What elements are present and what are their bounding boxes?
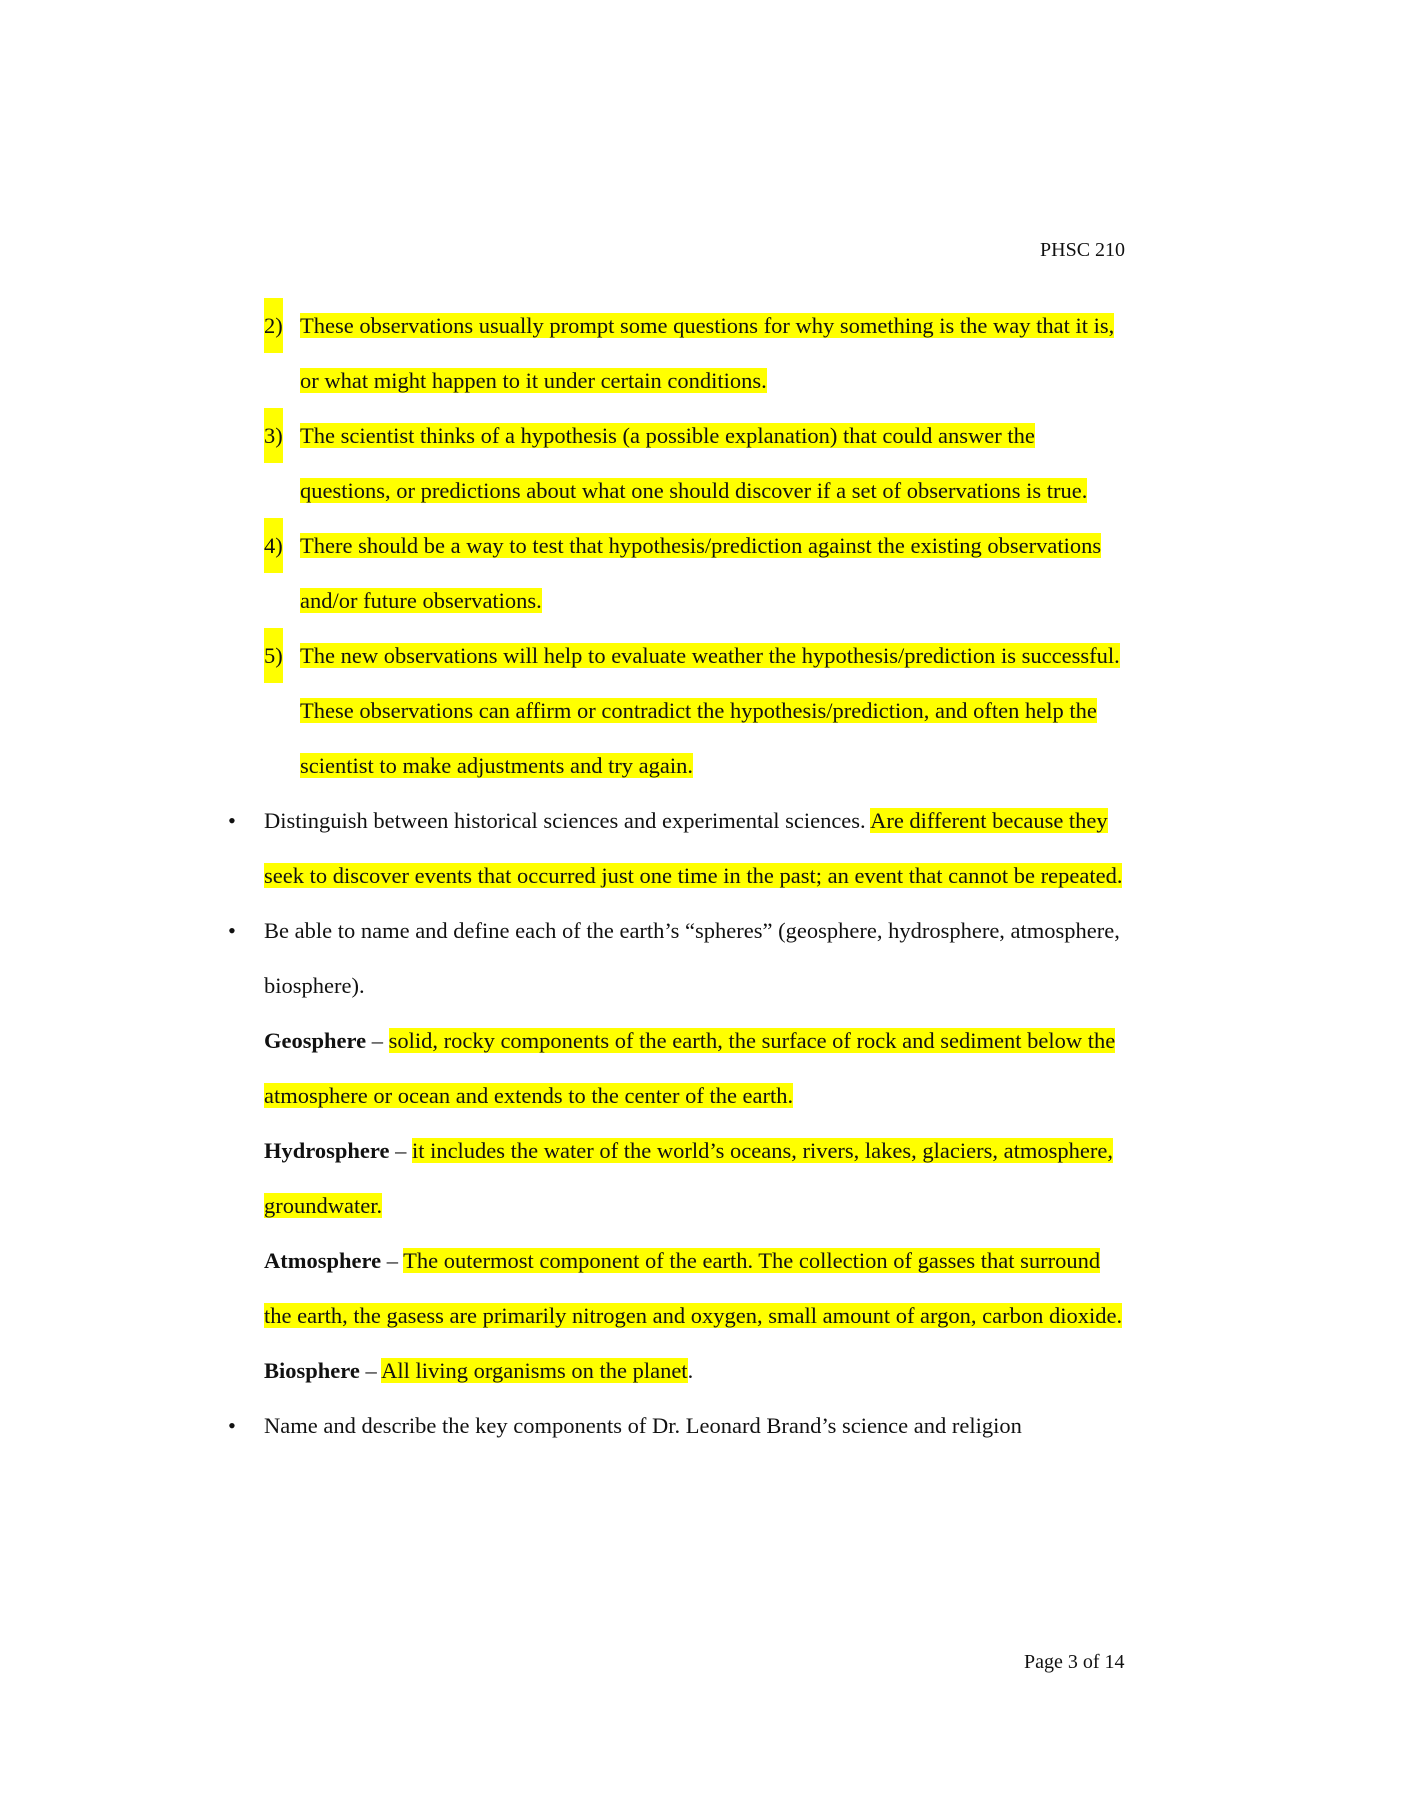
definition-text: The outermost component of the earth. The collection of gasses that surround the earth, the gasess are primarily nitrogen and oxygen, small amount of argon, carbon dioxide. (264, 1248, 1123, 1328)
method-steps-list (228, 298, 1128, 793)
definition-separator: – (366, 1028, 389, 1053)
bullet-icon: • (228, 808, 236, 833)
list-item (228, 903, 1128, 1398)
definition-separator: – (389, 1138, 412, 1163)
question-text: Name and describe the key components of Dr. Leonard Brand’s science and religion (264, 1413, 1022, 1438)
bullet-icon: • (228, 918, 236, 943)
sphere-definition (264, 1013, 1128, 1123)
step-number: 5) (264, 628, 283, 683)
list-item (228, 628, 1128, 793)
list-item (228, 298, 1128, 408)
study-questions-list (228, 793, 1128, 1453)
definition-separator: – (381, 1248, 404, 1273)
list-item (228, 793, 1128, 903)
page-content (228, 298, 1128, 1453)
step-text: These observations usually prompt some questions for why something is the way that it is, or what might happen to it under certain conditions. (300, 313, 1115, 393)
definition-text: All living organisms on the planet (381, 1358, 688, 1383)
definition-separator: – (359, 1358, 382, 1383)
sphere-term: Biosphere (264, 1358, 360, 1383)
question-text: Distinguish between historical sciences and experimental sciences. (264, 808, 866, 833)
sphere-term: Geosphere (264, 1028, 367, 1053)
definition-text: it includes the water of the world’s oceans, rivers, lakes, glaciers, atmosphere, groundwater. (264, 1138, 1113, 1218)
sphere-definition (264, 1343, 1128, 1398)
list-item (228, 1398, 1128, 1453)
step-text: There should be a way to test that hypothesis/prediction against the existing observations and/or future observations. (300, 533, 1102, 613)
sphere-term: Hydrosphere (264, 1138, 390, 1163)
sphere-definition (264, 1123, 1128, 1233)
question-text: Be able to name and define each of the earth’s “spheres” (geosphere, hydrosphere, atmosphere, biosphere). (264, 918, 1120, 998)
sphere-term: Atmosphere (264, 1248, 382, 1273)
page-footer: Page 3 of 14 (1024, 1651, 1125, 1673)
page-header: PHSC 210 (1040, 239, 1126, 261)
step-number: 4) (264, 518, 283, 573)
bullet-icon: • (228, 1413, 236, 1438)
step-number: 3) (264, 408, 283, 463)
sphere-definition (264, 1233, 1128, 1343)
list-item (228, 408, 1128, 518)
step-text: The new observations will help to evaluate weather the hypothesis/prediction is successful. These observations can affirm or contradict the hypothesis/prediction, and often help the scientist to make adjustments and try again. (300, 643, 1120, 778)
definition-trail: . (687, 1358, 694, 1383)
list-item (228, 518, 1128, 628)
step-text: The scientist thinks of a hypothesis (a possible explanation) that could answer the questions, or predictions about what one should discover if a set of observations is true. (300, 423, 1088, 503)
definition-text: solid, rocky components of the earth, the surface of rock and sediment below the atmosphere or ocean and extends to the center of the earth. (264, 1028, 1116, 1108)
answer-text: Are different because they seek to discover events that occurred just one time in the past; an event that cannot be repeated. (264, 808, 1123, 888)
step-number: 2) (264, 298, 283, 353)
